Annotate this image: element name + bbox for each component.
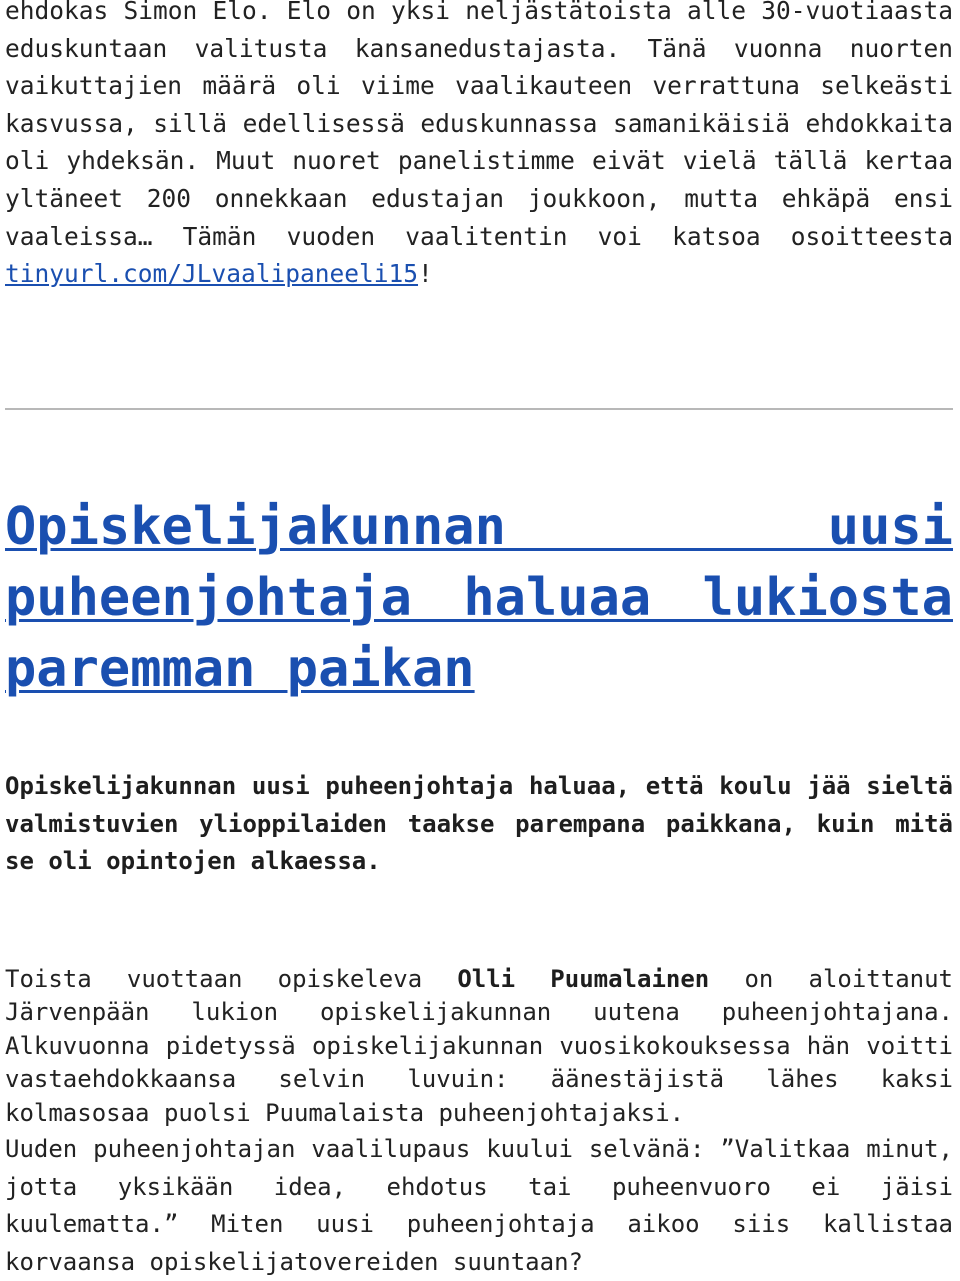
intro-paragraph-text: ehdokas Simon Elo. Elo on yksi neljästätoista alle 30-vuotiaasta eduskuntaan valitusta kansanedustajasta. Tänä vuonna nuorten vaikuttajien määrä oli viime vaalikauteen verrattuna selkeästi kasvussa, sillä edellisessä eduskunnassa samanikäisiä ehdokkaita oli yhdeksän. Muut nuoret panelistimme eivät vielä tällä kertaa yltäneet 200 onnekkaan edustajan joukkoon, mutta ehkäpä ensi vaaleissa… Tämän vuoden vaalitentin voi katsoa osoitteesta bbox=[5, 0, 953, 251]
paragraph-1-before: Toista vuottaan opiskeleva bbox=[5, 965, 423, 993]
person-name: Olli Puumalainen bbox=[457, 965, 710, 993]
intro-paragraph bbox=[5, 0, 953, 293]
article-lead: Opiskelijakunnan uusi puheenjohtaja haluaa, että koulu jää sieltä valmistuvien ylioppilaiden taakse parempana paikkana, kuin mitä se oli opintojen alkaessa. bbox=[5, 772, 953, 875]
paragraph-1-after: on aloittanut Järvenpään lukion opiskelijakunnan uutena puheenjohtajana. Alkuvuonna pidetyssä opiskelijakunnan vuosikokouksessa hän voitti vastaehdokkaansa selvin luvuin: äänestäjistä lähes kaksi kolmasosaa puolsi Puumalaista puheenjohtajaksi. bbox=[5, 965, 954, 1127]
article-paragraph-1 bbox=[5, 963, 953, 1130]
article-title bbox=[5, 492, 953, 705]
vaalipaneeli-link[interactable]: tinyurl.com/JLvaalipaneeli15 bbox=[5, 259, 419, 289]
article-title-link[interactable]: Opiskelijakunnan uusi puheenjohtaja haluaa lukiosta paremman paikan bbox=[5, 497, 953, 699]
article-paragraph-2: Uuden puheenjohtajan vaalilupaus kuului selvänä: ”Valitkaa minut, jotta yksikään idea, ehdotus tai puheenvuoro ei jäisi kuulematta.” Miten uusi puheenjohtaja aikoo siis kallistaa korvaansa opiskelijatovereiden suuntaan? bbox=[5, 1135, 953, 1276]
link-suffix: ! bbox=[418, 259, 433, 289]
section-divider bbox=[5, 408, 953, 410]
document-page bbox=[5, 0, 954, 1276]
